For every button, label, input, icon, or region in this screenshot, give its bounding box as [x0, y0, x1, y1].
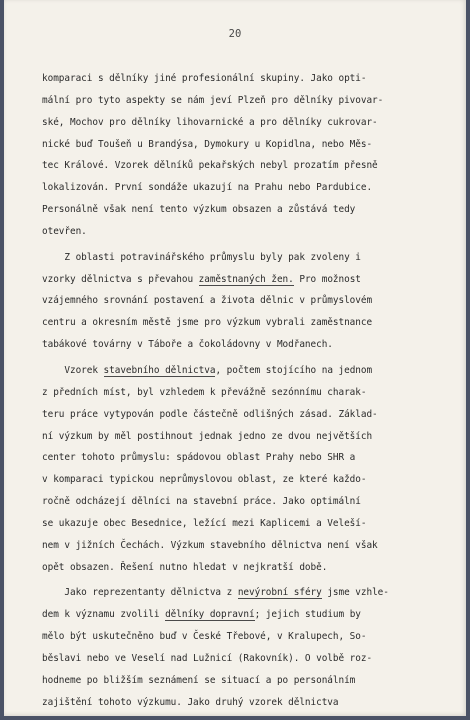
text-line	[42, 312, 434, 334]
page-number: 20	[228, 28, 242, 40]
text-line	[42, 334, 434, 356]
text-segment: jsme vzhle-	[321, 587, 389, 599]
text-line	[42, 604, 434, 626]
text-line	[42, 155, 434, 177]
text-line	[42, 382, 434, 404]
text-segment: z předních míst, byl vzhledem k převážně sezónnímu charak-	[42, 386, 367, 398]
text-line	[42, 199, 434, 221]
text-line	[42, 692, 434, 714]
text-line	[42, 670, 434, 692]
text-segment: tabákové továrny v Táboře a čokoládovny v Modřanech.	[42, 339, 333, 351]
text-segment: tec Králové. Vzorek dělníků pekařských nebyl prozatím přesně	[42, 160, 378, 172]
text-line	[42, 134, 434, 156]
text-line	[42, 513, 434, 535]
text-segment: lokalizován. První sondáže ukazují na Prahu nebo Pardubice.	[42, 182, 373, 194]
underlined-phrase: nevýrobní sféry	[237, 587, 322, 599]
text-segment: v komparaci typickou neprůmyslovou oblast, ze které každo-	[42, 474, 367, 486]
text-segment: centru a okresním městě jsme pro výzkum vybrali zaměstnance	[42, 317, 373, 329]
text-line	[42, 648, 434, 670]
text-line	[42, 247, 434, 269]
text-segment: se ukazuje obec Besednice, ležící mezi Kaplicemi a Veleší-	[42, 517, 367, 529]
text-segment: nem v jižních Čechách. Výzkum stavebního dělnictva není však	[42, 539, 378, 551]
text-line	[42, 177, 434, 199]
text-segment: zajištění tohoto výzkumu. Jako druhý vzorek dělnictva	[42, 696, 339, 708]
body-text	[42, 68, 434, 713]
text-line	[42, 491, 434, 513]
text-segment: hodneme po bližším seznámení se situací a po personálním	[42, 674, 356, 686]
text-segment: Jako reprezentanty dělnictva z	[42, 587, 238, 599]
text-line	[42, 290, 434, 312]
text-segment: ní výzkum by měl postihnout jednak jedno ze dvou největších	[42, 430, 373, 442]
text-line	[42, 221, 434, 243]
text-segment: Pro možnost	[293, 273, 361, 285]
text-segment: nické buď Toušeň u Brandýsa, Dymokury u Kopidlna, nebo Měs-	[42, 138, 373, 150]
text-segment: komparaci s dělníky jiné profesionální skupiny. Jako opti-	[42, 73, 367, 84]
text-line	[42, 557, 434, 579]
text-line	[42, 447, 434, 469]
underlined-phrase: dělníky dopravní	[165, 609, 255, 621]
text-segment: teru práce vytypován podle částečně odlišných zásad. Základ-	[42, 408, 378, 420]
text-line	[42, 426, 434, 448]
text-segment: dem k významu zvolili	[42, 609, 166, 621]
text-segment: center tohoto průmyslu: spádovou oblast Prahy nebo SHR a	[42, 452, 356, 464]
text-segment: mální pro tyto aspekty se nám jeví Plzeň pro dělníky pivovar-	[42, 94, 384, 106]
text-line	[42, 535, 434, 557]
text-line	[42, 469, 434, 491]
text-line	[42, 269, 434, 291]
underlined-phrase: zaměstnaných žen.	[198, 273, 294, 285]
text-segment: ; jejich studium by	[254, 609, 361, 621]
text-line	[42, 68, 434, 90]
underlined-phrase: stavebního dělnictva	[103, 364, 216, 376]
text-segment: otevřen.	[42, 225, 87, 237]
text-segment: běslavi nebo ve Veselí nad Lužnicí (Rakovník). O volbě roz-	[42, 652, 373, 664]
text-segment: Z oblasti potravinářského průmyslu byly pak zvoleny i	[42, 251, 361, 263]
text-line	[42, 582, 434, 604]
text-line	[42, 112, 434, 134]
text-segment: opět obsazen. Řešení nutno hledat v nejkratší době.	[42, 561, 328, 573]
text-segment: ské, Mochov pro dělníky lihovarnické a pro dělníky cukrovar-	[42, 116, 378, 128]
document-page	[4, 0, 466, 716]
text-segment: vzájemného srovnání postavení a života dělnic v průmyslovém	[42, 295, 373, 307]
text-segment: Personálně však není tento výzkum obsazen a zůstává tedy	[42, 204, 356, 216]
text-segment: Vzorek	[42, 364, 104, 376]
text-segment: vzorky dělnictva s převahou	[42, 273, 199, 285]
text-segment: ročně odcházejí dělníci na stavební práce. Jako optimální	[42, 496, 361, 508]
text-line	[42, 626, 434, 648]
text-segment: mělo být uskutečněno buď v České Třebové, v Kralupech, So-	[42, 631, 367, 643]
text-line	[42, 360, 434, 382]
text-line	[42, 404, 434, 426]
text-segment: , počtem stojícího na jednom	[215, 364, 373, 376]
text-line	[42, 90, 434, 112]
